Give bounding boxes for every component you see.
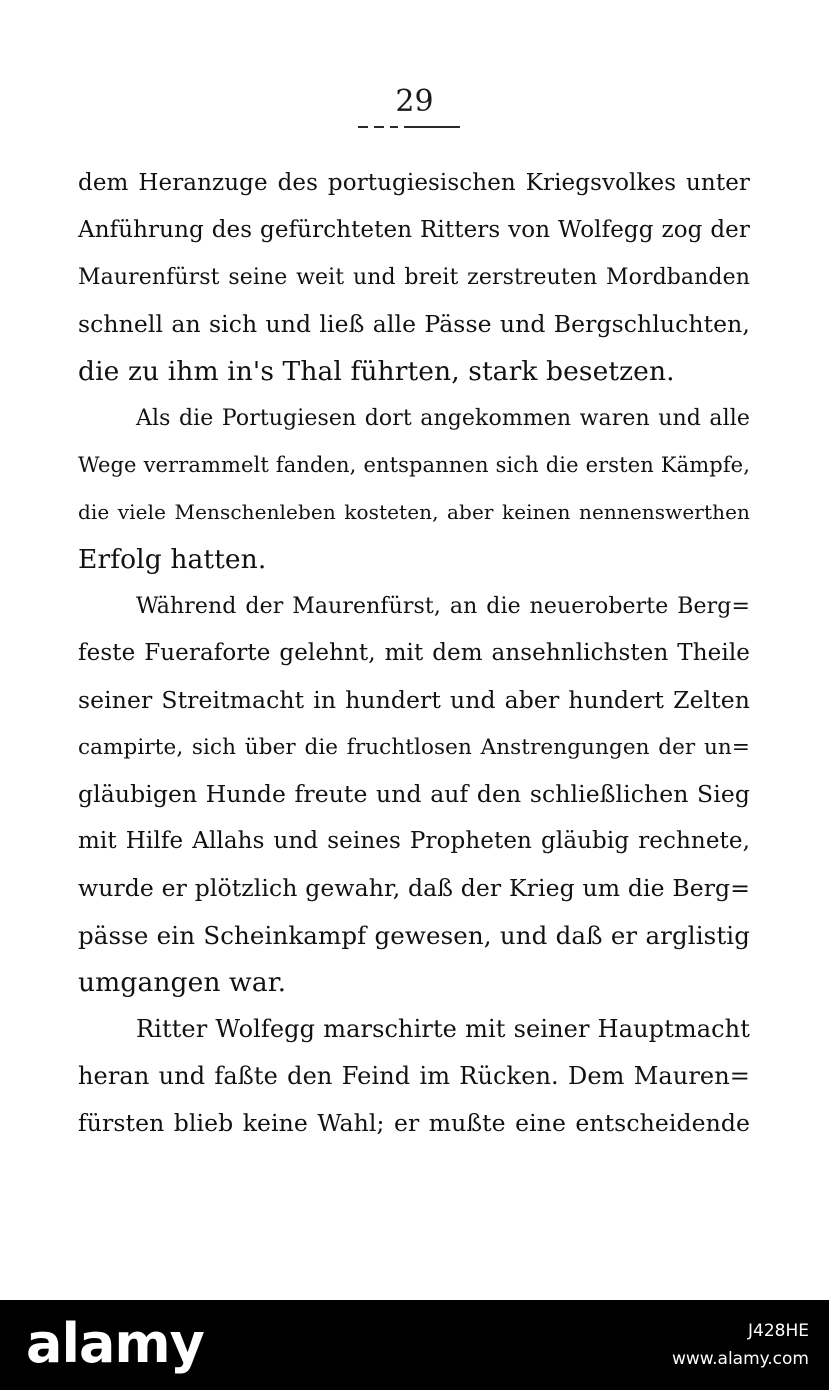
text-line: Ritter Wolfegg marschirte mit seiner Hauptmacht (136, 1015, 750, 1043)
text-line: seiner Streitmacht in hundert und aber hundert Zelten (78, 686, 750, 714)
text-line: gläubigen Hunde freute und auf den schließlichen Sieg (78, 780, 750, 808)
text-line: campirte, sich über die fruchtlosen Anstrengungen der un= (78, 735, 750, 760)
text-line: feste Fueraforte gelehnt, mit dem ansehnlichsten Theile (78, 640, 750, 666)
header-rule (358, 126, 468, 128)
text-line: die viele Menschenleben kosteten, aber keinen nennenswerthen (78, 500, 750, 524)
text-line: Anführung des gefürchteten Ritters von Wolfegg zog der (78, 217, 750, 243)
page-number: 29 (395, 84, 434, 119)
text-line: umgangen war. (78, 967, 287, 998)
text-line: heran und faßte den Feind im Rücken. Dem Mauren= (78, 1062, 750, 1090)
text-line: fürsten blieb keine Wahl; er mußte eine entscheidende (78, 1109, 750, 1137)
text-line: wurde er plötzlich gewahr, daß der Krieg um die Berg= (78, 874, 750, 902)
alamy-logo: alamy (26, 1312, 204, 1375)
text-line: die zu ihm in's Thal führten, stark besetzen. (78, 356, 675, 387)
text-line: schnell an sich und ließ alle Pässe und Bergschluchten, (78, 310, 750, 338)
site-url: www.alamy.com (671, 1349, 809, 1369)
watermark-banner (0, 1300, 829, 1390)
text-line: Als die Portugiesen dort angekommen waren und alle (136, 406, 750, 431)
text-line: pässe ein Scheinkampf gewesen, und daß er arglistig (78, 921, 750, 950)
body-text (78, 160, 750, 1147)
text-line: Während der Maurenfürst, an die neueroberte Berg= (136, 594, 750, 619)
text-line: Maurenfürst seine weit und breit zerstreuten Mordbanden (78, 265, 750, 290)
text-line: Erfolg hatten. (78, 544, 267, 575)
image-id: J428HE (748, 1321, 809, 1341)
text-line: Wege verrammelt fanden, entspannen sich die ersten Kämpfe, (78, 453, 750, 477)
text-line: mit Hilfe Allahs und seines Propheten gläubig rechnete, (78, 828, 750, 854)
text-line: dem Heranzuge des portugiesischen Kriegsvolkes unter (78, 170, 750, 196)
